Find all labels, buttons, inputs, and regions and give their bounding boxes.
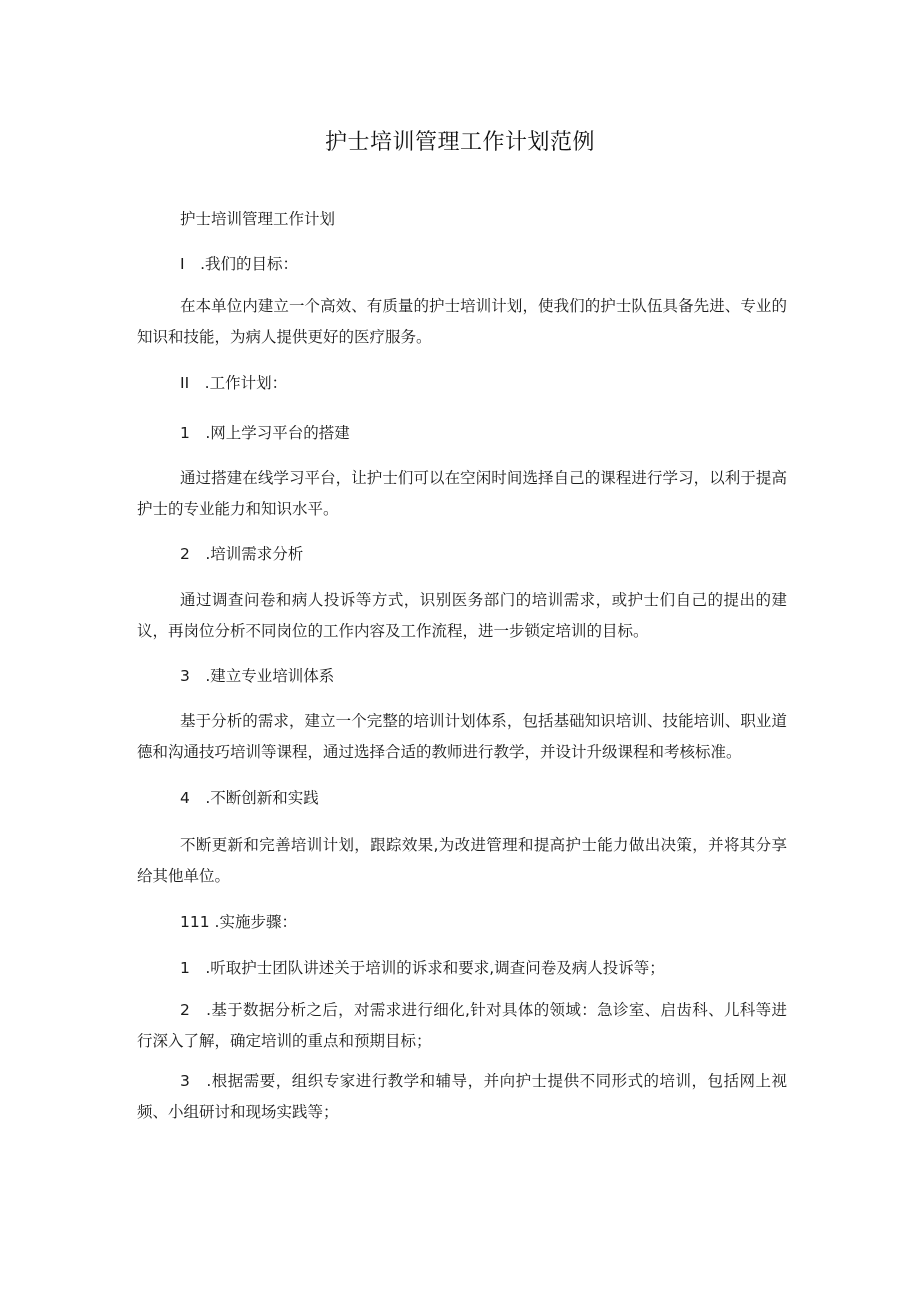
item-innovation-heading: 4 .不断创新和实践 <box>180 789 319 807</box>
step-2: 2 .基于数据分析之后，对需求进行细化,针对具体的领域：急诊室、启齿科、儿科等进行深入了解，确定培训的重点和预期目标； <box>137 1001 787 1050</box>
item-system-body: 基于分析的需求，建立一个完整的培训计划体系，包括基础知识培训、技能培训、职业道德和沟通技巧培训等课程，通过选择合适的教师进行教学，并设计升级课程和考核标准。 <box>137 712 787 761</box>
item-platform-body: 通过搭建在线学习平台，让护士们可以在空闲时间选择自己的课程进行学习，以利于提高护士的专业能力和知识水平。 <box>137 469 787 518</box>
item-needs-heading: 2 .培训需求分析 <box>180 545 304 563</box>
document-title: 护士培训管理工作计划范例 <box>324 130 595 155</box>
item-innovation-body: 不断更新和完善培训计划，跟踪效果,为改进管理和提高护士能力做出决策，并将其分享给其他单位。 <box>137 836 787 885</box>
section-goals-heading: I .我们的目标： <box>180 255 298 273</box>
document-subtitle: 护士培训管理工作计划 <box>180 210 336 228</box>
step-1: 1 .听取护士团队讲述关于培训的诉求和要求,调查问卷及病人投诉等； <box>180 959 665 977</box>
item-system-heading: 3 .建立专业培训体系 <box>180 667 335 685</box>
item-needs-body: 通过调查问卷和病人投诉等方式，识别医务部门的培训需求，或护士们自己的提出的建议，再岗位分析不同岗位的工作内容及工作流程，进一步锁定培训的目标。 <box>137 591 787 640</box>
item-platform-heading: 1 .网上学习平台的搭建 <box>180 424 350 442</box>
section-goals-body: 在本单位内建立一个高效、有质量的护士培训计划，使我们的护士队伍具备先进、专业的知识和技能，为病人提供更好的医疗服务。 <box>137 297 787 346</box>
section-steps-heading: 111 .实施步骤： <box>180 913 297 931</box>
step-3: 3 .根据需要，组织专家进行教学和辅导，并向护士提供不同形式的培训，包括网上视频、小组研讨和现场实践等； <box>137 1072 787 1121</box>
section-plan-heading: II .工作计划： <box>180 374 288 392</box>
